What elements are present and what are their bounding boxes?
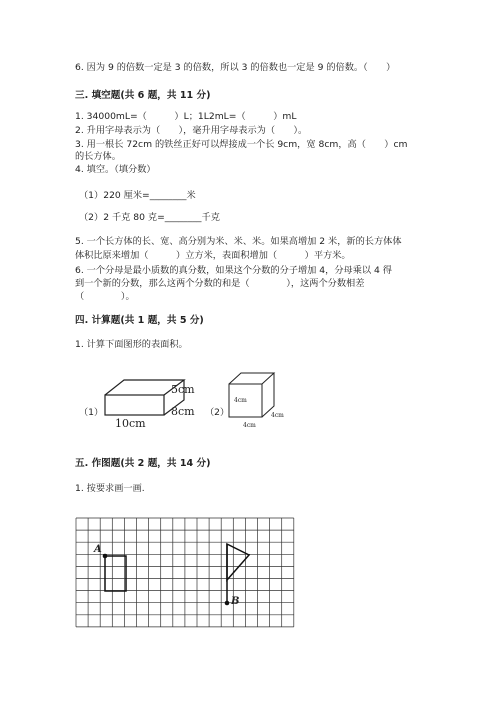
fill-question-3-line2: 的长方体。 [75, 151, 121, 162]
cube-length-label: 4cm [243, 422, 256, 429]
point-a-dot [103, 554, 108, 559]
section-4-title: 四. 计算题(共 1 题，共 5 分) [75, 315, 204, 326]
fill-question-4: 4. 填空。（填分数） [75, 164, 156, 175]
fill-question-6-line3: （ ）。 [75, 291, 135, 302]
fill-question-4-part2: （2）2 千克 80 克=________千克 [79, 212, 220, 223]
figure-1-label: （1） [79, 407, 104, 418]
cuboid-width-label: 8cm [171, 405, 195, 418]
fill-question-4-part1: （1）220 厘米=________米 [79, 190, 196, 201]
point-b-dot [225, 601, 230, 606]
section-3-title: 三. 填空题(共 6 题，共 11 分) [75, 90, 211, 101]
fill-question-3-line1: 3. 用一根长 72cm 的铁丝正好可以焊接成一个长 9cm，宽 8cm，高（ ）cm [75, 139, 408, 150]
draw-question-1: 1. 按要求画一画. [75, 483, 145, 494]
fill-question-5-line1: 5. 一个长方体的长、宽、高分别为米、米、米。如果高增加 2 米，新的长方体体 [75, 236, 402, 247]
cuboid-height-label: 5cm [171, 383, 195, 396]
cube-height-label: 4cm [234, 397, 247, 404]
fill-question-6-line2: 到一个新的分数，那么这两个分数的和是（ ），这两个分数相差 [75, 278, 365, 289]
judge-question-6: 6. 因为 9 的倍数一定是 3 的倍数，所以 3 的倍数也一定是 9 的倍数。（ ） [75, 62, 396, 73]
section-5-title: 五. 作图题(共 2 题，共 14 分) [75, 458, 211, 469]
fill-question-5-line2: 体积比原来增加（ ）立方米，表面积增加（ ）平方米。 [75, 250, 351, 261]
fill-question-2: 2. 升用字母表示为（ ），毫升用字母表示为（ ）。 [75, 125, 308, 136]
fill-question-6-line1: 6. 一个分母是最小质数的真分数，如果这个分数的分子增加 4，分母乘以 4 得 [75, 265, 392, 276]
point-b-label: B [231, 596, 240, 607]
calc-question-1: 1. 计算下面图形的表面积。 [75, 339, 188, 350]
fill-question-1: 1. 34000mL=（ ）L；1L2mL=（ ）mL [75, 111, 297, 122]
figure-2-label: （2） [205, 407, 230, 418]
point-a-label: A [94, 544, 102, 555]
cuboid-length-label: 10cm [115, 417, 146, 430]
rectangle-shape [105, 556, 126, 591]
cube-width-label: 4cm [271, 412, 284, 419]
